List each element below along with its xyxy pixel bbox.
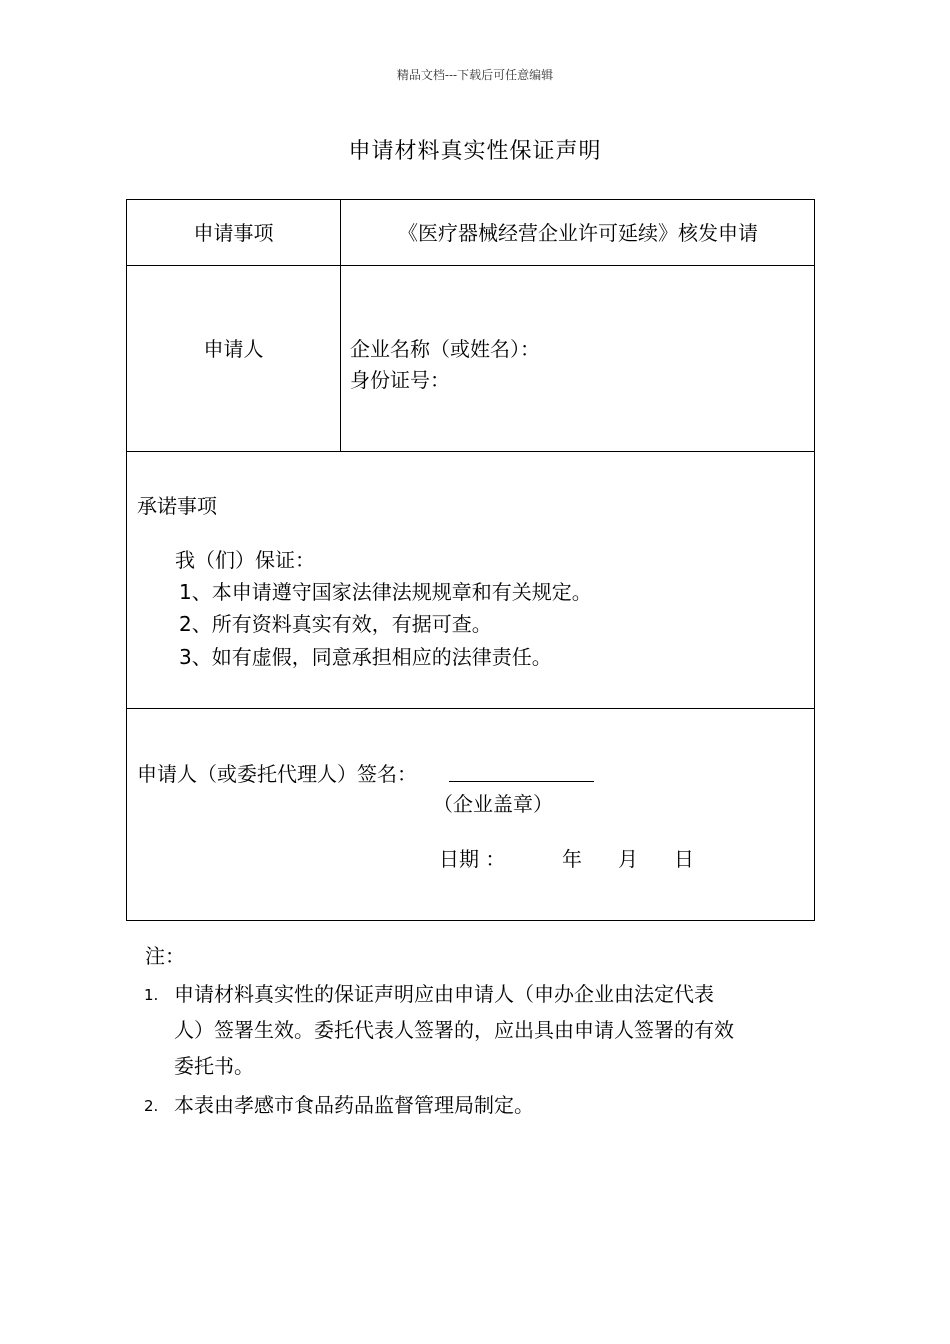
application-item-label: 申请事项	[193, 221, 274, 245]
signature-line[interactable]	[449, 781, 594, 782]
row-divider	[127, 451, 814, 452]
date-label: 日期 ：	[439, 847, 506, 871]
id-number-label: 身份证号：	[350, 368, 450, 392]
signature-label: 申请人（或委托代理人）签名：	[137, 762, 417, 786]
note-line: 本表由孝感市食品药品监督管理局制定。	[174, 1093, 534, 1117]
commitment-item: 3、如有虚假，同意承担相应的法律责任。	[179, 645, 552, 669]
row-divider	[127, 708, 814, 709]
commitment-intro: 我（们）保证：	[175, 548, 315, 572]
declaration-form-table	[126, 199, 815, 921]
company-seal-label: （企业盖章）	[433, 792, 553, 816]
note-line: 委托书。	[174, 1054, 254, 1078]
commitment-heading: 承诺事项	[137, 494, 217, 518]
commitment-item: 2、所有资料真实有效，有据可查。	[179, 612, 492, 636]
date-day-label: 日	[674, 847, 694, 871]
note-number: 1.	[144, 986, 159, 1004]
document-title: 申请材料真实性保证声明	[348, 139, 602, 164]
applicant-label: 申请人	[203, 337, 264, 361]
application-item-value: 《医疗器械经营企业许可延续》核发申请	[398, 221, 758, 245]
date-year-label: 年	[562, 847, 582, 871]
notes-heading: 注：	[145, 944, 185, 968]
note-line: 人）签署生效。委托代表人签署的，应出具由申请人签署的有效	[174, 1018, 734, 1042]
note-number: 2.	[144, 1097, 159, 1115]
company-name-label: 企业名称（或姓名）：	[350, 337, 540, 361]
note-line: 申请材料真实性的保证声明应由申请人（申办企业由法定代表	[174, 982, 714, 1006]
commitment-item: 1、本申请遵守国家法律法规规章和有关规定。	[179, 580, 592, 604]
header-note: 精品文档---下载后可任意编辑	[396, 68, 554, 82]
row-divider	[127, 265, 814, 266]
date-month-label: 月	[618, 847, 638, 871]
